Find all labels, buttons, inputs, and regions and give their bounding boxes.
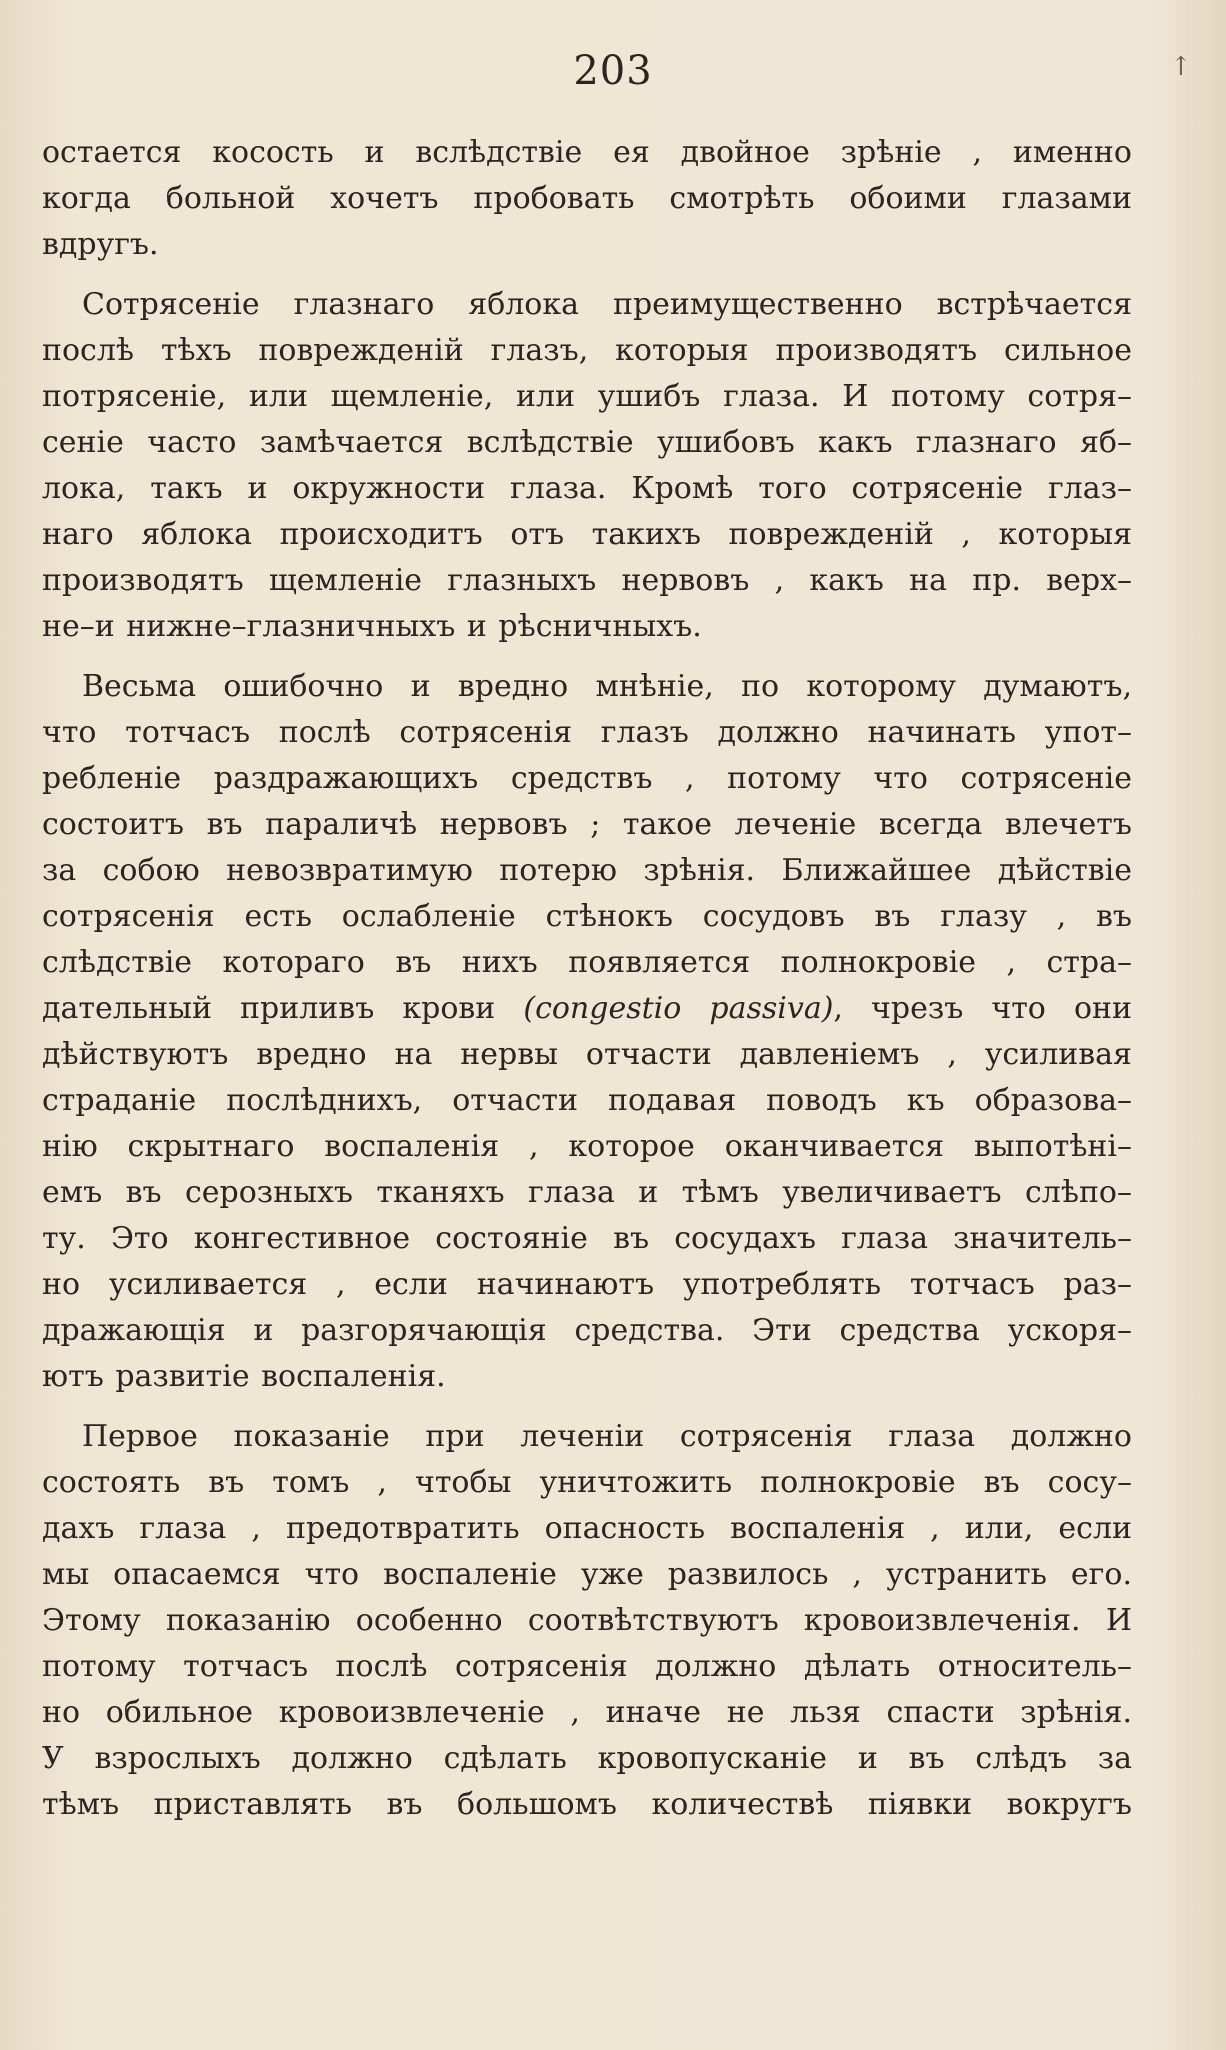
text-line: дѣйствуютъ вредно на нервы отчасти давленіемъ , усиливая xyxy=(42,1037,1132,1072)
text-line: сотрясенія есть ослабленіе стѣнокъ сосудовъ въ глазу , въ xyxy=(42,899,1132,934)
paragraph xyxy=(42,664,1132,1400)
text-line: производятъ щемленіе глазныхъ нервовъ , какъ на пр. верх– xyxy=(42,563,1132,598)
text-line: Сотрясеніе глазнаго яблока преимущественно встрѣчается xyxy=(82,287,1132,322)
text-line: но обильное кровоизвлеченіе , иначе не льзя спасти зрѣнія. xyxy=(42,1695,1132,1730)
text-line: дательный приливъ крови (congestio passiva), чрезъ что они xyxy=(42,991,1132,1026)
text-line: послѣ тѣхъ поврежденій глазъ, которыя производятъ сильное xyxy=(42,333,1132,368)
corner-mark: ↑ xyxy=(1170,52,1192,82)
text-line: нію скрытнаго воспаленія , которое оканчивается выпотѣні– xyxy=(42,1129,1132,1164)
text-line: остается косость и вслѣдствіе ея двойное зрѣніе , именно xyxy=(42,135,1132,170)
text-line: вдругъ. xyxy=(42,227,159,262)
text-line: но усиливается , если начинаютъ употреблять тотчасъ раз– xyxy=(42,1267,1132,1302)
text-line: ютъ развитіе воспаленія. xyxy=(42,1359,446,1394)
text-line: состоять въ томъ , чтобы уничтожить полнокровіе въ сосу– xyxy=(42,1465,1132,1500)
page-number: 203 xyxy=(573,48,653,94)
text-line: за собою невозвратимую потерю зрѣнія. Ближайшее дѣйствіе xyxy=(42,853,1132,888)
text-line: мы опасаемся что воспаленіе уже развилось , устранить его. xyxy=(42,1557,1132,1592)
text-line: дахъ глаза , предотвратить опасность воспаленія , или, если xyxy=(42,1511,1132,1546)
text-line: состоитъ въ параличѣ нервовъ ; такое леченіе всегда влечетъ xyxy=(42,807,1132,842)
text-line: потрясеніе, или щемленіе, или ушибъ глаза. И потому сотря– xyxy=(42,379,1132,414)
text-line: ребленіе раздражающихъ средствъ , потому что сотрясеніе xyxy=(42,761,1132,796)
paragraph xyxy=(42,130,1132,268)
text-line: У взрослыхъ должно сдѣлать кровопусканіе и въ слѣдъ за xyxy=(42,1741,1132,1776)
text-line: когда больной хочетъ пробовать смотрѣть обоими глазами xyxy=(42,181,1132,216)
text-line: страданіе послѣднихъ, отчасти подавая поводъ къ образова– xyxy=(42,1083,1132,1118)
paragraph xyxy=(42,282,1132,650)
latin-term: (congestio passiva) xyxy=(523,991,834,1026)
text-line: Весьма ошибочно и вредно мнѣніе, по которому думаютъ, xyxy=(82,669,1132,704)
text-line: ту. Это конгестивное состояніе въ сосудахъ глаза значитель– xyxy=(42,1221,1132,1256)
paragraph xyxy=(42,1414,1132,1828)
text-line: емъ въ серозныхъ тканяхъ глаза и тѣмъ увеличиваетъ слѣпо– xyxy=(42,1175,1132,1210)
text-line: слѣдствіе котораго въ нихъ появляется полнокровіе , стра– xyxy=(42,945,1132,980)
text-line: Первое показаніе при леченіи сотрясенія глаза должно xyxy=(82,1419,1132,1454)
text-line: сеніе часто замѣчается вслѣдствіе ушибовъ какъ глазнаго яб– xyxy=(42,425,1132,460)
text-line: что тотчасъ послѣ сотрясенія глазъ должно начинать упот– xyxy=(42,715,1132,750)
text-line: наго яблока происходитъ отъ такихъ поврежденій , которыя xyxy=(42,517,1132,552)
text-line: не–и нижне–глазничныхъ и рѣсничныхъ. xyxy=(42,609,702,644)
text-line: дражающія и разгорячающія средства. Эти средства ускоря– xyxy=(42,1313,1132,1348)
body-text xyxy=(42,130,1132,1828)
text-line: Этому показанію особенно соотвѣтствуютъ кровоизвлеченія. И xyxy=(42,1603,1132,1638)
text-line: потому тотчасъ послѣ сотрясенія должно дѣлать относитель– xyxy=(42,1649,1132,1684)
text-line: лока, такъ и окружности глаза. Кромѣ того сотрясеніе глаз– xyxy=(42,471,1132,506)
text-line: тѣмъ приставлять въ большомъ количествѣ піявки вокругъ xyxy=(42,1787,1132,1822)
